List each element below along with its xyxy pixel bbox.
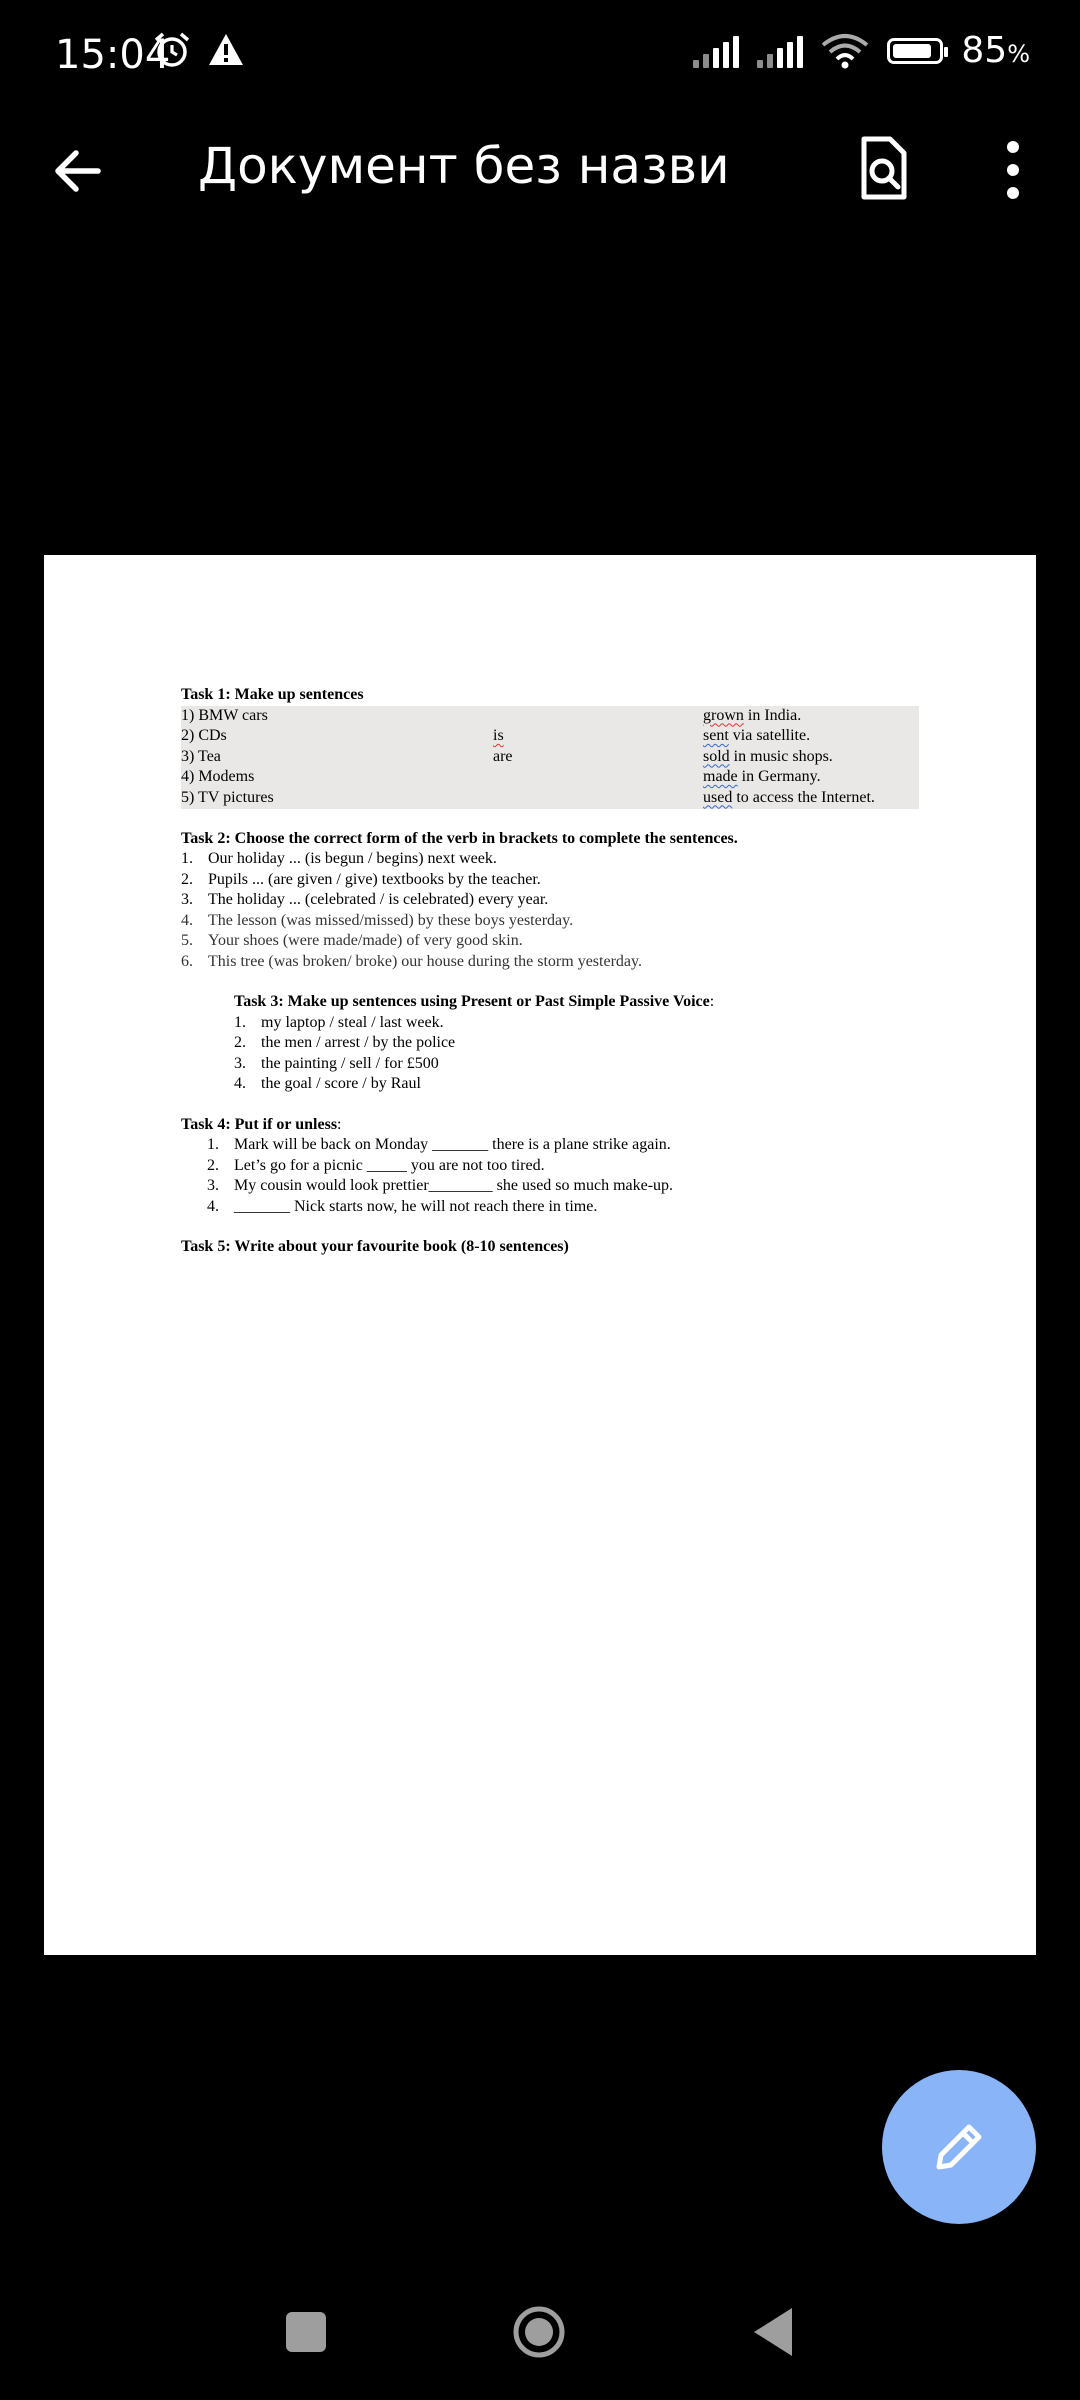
more-vert-icon[interactable]	[990, 137, 1036, 203]
signal-icon	[757, 34, 803, 68]
navigation-bar	[0, 2270, 1080, 2400]
home-button[interactable]	[512, 2305, 566, 2359]
task3-list	[234, 1013, 921, 1095]
signal-icon	[693, 34, 739, 68]
alarm-icon	[152, 30, 192, 70]
pencil-icon	[929, 2117, 989, 2177]
app-bar	[0, 115, 1080, 225]
list-item: 1. Mark will be back on Monday _______ there is a plane strike again.	[207, 1136, 671, 1153]
list-item: 4. _______ Nick starts now, he will not reach there in time.	[207, 1197, 598, 1215]
arrow-back-icon[interactable]	[46, 139, 110, 203]
table-row: 3) Tea are sold in music shops.	[181, 747, 833, 765]
list-item: 2. the men / arrest / by the police	[234, 1034, 456, 1051]
task2-title: Task 2: Choose the correct form of the verb in brackets to complete the sentences.	[181, 829, 738, 847]
task1-title: Task 1: Make up sentences	[181, 686, 364, 703]
status-time: 15:04	[55, 32, 171, 78]
battery-icon	[887, 38, 943, 64]
battery-percentage: 85%	[961, 30, 1030, 71]
list-item: 5. Your shoes (were made/made) of very good skin.	[181, 932, 523, 949]
task3-section	[181, 992, 921, 1095]
table-row: 2) CDs is sent via satellite.	[181, 727, 811, 744]
list-item: 2. Let’s go for a picnic _____ you are not too tired.	[207, 1156, 545, 1174]
task4-section	[181, 1135, 921, 1217]
task4-list	[207, 1135, 921, 1217]
document-page	[44, 555, 1036, 1955]
list-item: 1. my laptop / steal / last week.	[234, 1013, 444, 1031]
warning-icon	[206, 30, 246, 70]
find-in-page-icon[interactable]	[848, 133, 918, 203]
status-icons-right	[693, 30, 1030, 71]
list-item: 3. My cousin would look prettier________ she used so much make-up.	[207, 1177, 674, 1194]
status-bar	[0, 0, 1080, 115]
wifi-icon	[821, 33, 869, 69]
task3-title: Task 3: Make up sentences using Present or Past Simple Passive Voice:	[234, 993, 715, 1010]
task1-table	[181, 706, 919, 809]
list-item: 4. the goal / score / by Raul	[234, 1075, 421, 1092]
recents-button[interactable]	[286, 2312, 326, 2352]
list-item: 4. The lesson (was missed/missed) by these boys yesterday.	[181, 911, 574, 929]
task5-title: Task 5: Write about your favourite book (8-10 sentences)	[181, 1238, 569, 1255]
table-row: 4) Modems made in Germany.	[181, 768, 821, 785]
list-item: 3. the painting / sell / for £500	[234, 1054, 439, 1072]
status-icons-left	[152, 30, 246, 70]
task2-list	[181, 849, 921, 972]
document-content	[181, 685, 921, 1258]
table-row: 5) TV pictures used to access the Internet.	[181, 788, 875, 806]
table-row: 1) BMW cars grown in India.	[181, 706, 802, 724]
document-title: Документ без назви	[198, 137, 730, 195]
task4-title: Task 4: Put if or unless:	[181, 1115, 342, 1133]
edit-button[interactable]	[882, 2070, 1036, 2224]
list-item: 1. Our holiday ... (is begun / begins) next week.	[181, 850, 497, 867]
nav-back-button[interactable]	[752, 2306, 794, 2358]
list-item: 3. The holiday ... (celebrated / is celebrated) every year.	[181, 891, 549, 908]
list-item: 6. This tree (was broken/ broke) our house during the storm yesterday.	[181, 952, 642, 970]
list-item: 2. Pupils ... (are given / give) textbooks by the teacher.	[181, 870, 541, 888]
